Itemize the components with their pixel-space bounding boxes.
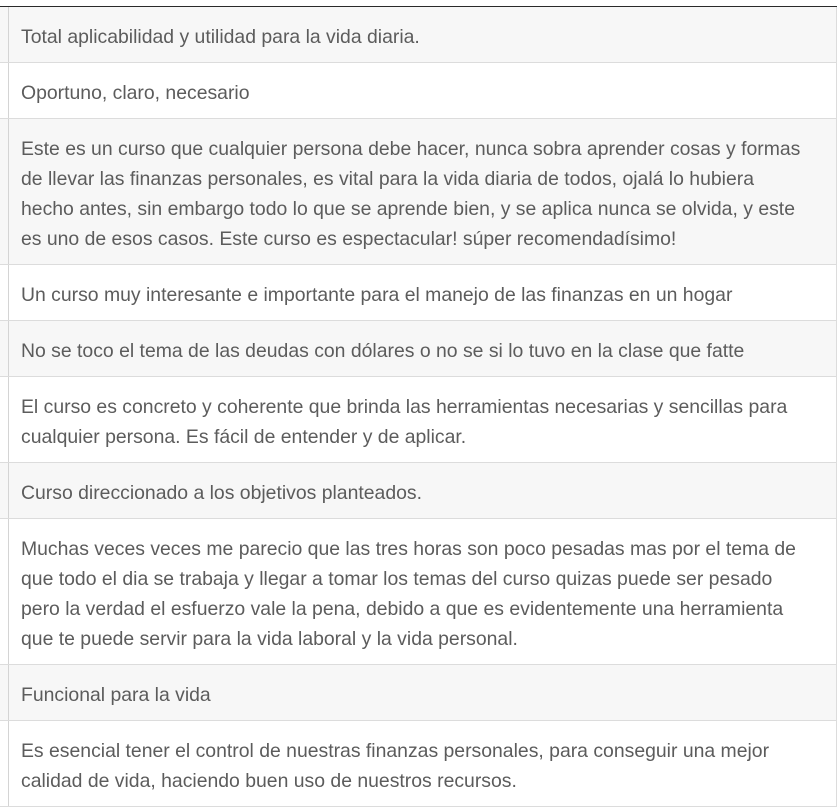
comment-cell: Funcional para la vida — [9, 665, 837, 721]
table-row — [0, 7, 837, 63]
comment-cell: Un curso muy interesante e importante para el manejo de las finanzas en un hogar — [9, 265, 837, 321]
row-marker-cell — [0, 721, 9, 807]
comment-cell: Este es un curso que cualquier persona debe hacer, nunca sobra aprender cosas y formas de llevar las finanzas personales, es vital para la vida diaria de todos, ojalá lo hubiera hecho antes, sin embargo todo lo que se aprende bien, y se aplica nunca se olvida, y este es uno de esos casos. Este curso es espectacular! súper recomendadísimo! — [9, 119, 837, 265]
table-row — [0, 721, 837, 807]
row-marker-cell — [0, 519, 9, 665]
comment-cell: Total aplicabilidad y utilidad para la vida diaria. — [9, 7, 837, 63]
row-marker-cell — [0, 265, 9, 321]
comment-cell: Es esencial tener el control de nuestras finanzas personales, para conseguir una mejor calidad de vida, haciendo buen uso de nuestros recursos. — [9, 721, 837, 807]
table-row — [0, 265, 837, 321]
table-row — [0, 119, 837, 265]
table-row — [0, 519, 837, 665]
row-marker-cell — [0, 321, 9, 377]
row-marker-cell — [0, 63, 9, 119]
row-marker-cell — [0, 119, 9, 265]
table-row — [0, 377, 837, 463]
table-row — [0, 321, 837, 377]
comments-table — [0, 7, 837, 807]
comment-cell: Oportuno, claro, necesario — [9, 63, 837, 119]
row-marker-cell — [0, 665, 9, 721]
row-marker-cell — [0, 7, 9, 63]
table-row — [0, 63, 837, 119]
comment-cell: No se toco el tema de las deudas con dólares o no se si lo tuvo en la clase que fatte — [9, 321, 837, 377]
row-marker-cell — [0, 377, 9, 463]
comment-cell: El curso es concreto y coherente que brinda las herramientas necesarias y sencillas para cualquier persona. Es fácil de entender y de aplicar. — [9, 377, 837, 463]
comment-cell: Curso direccionado a los objetivos planteados. — [9, 463, 837, 519]
row-marker-cell — [0, 463, 9, 519]
comment-cell: Muchas veces veces me parecio que las tres horas son poco pesadas mas por el tema de que todo el dia se trabaja y llegar a tomar los temas del curso quizas puede ser pesado pero la verdad el esfuerzo vale la pena, debido a que es evidentemente una herramienta que te puede servir para la vida laboral y la vida personal. — [9, 519, 837, 665]
table-row — [0, 665, 837, 721]
table-row — [0, 463, 837, 519]
